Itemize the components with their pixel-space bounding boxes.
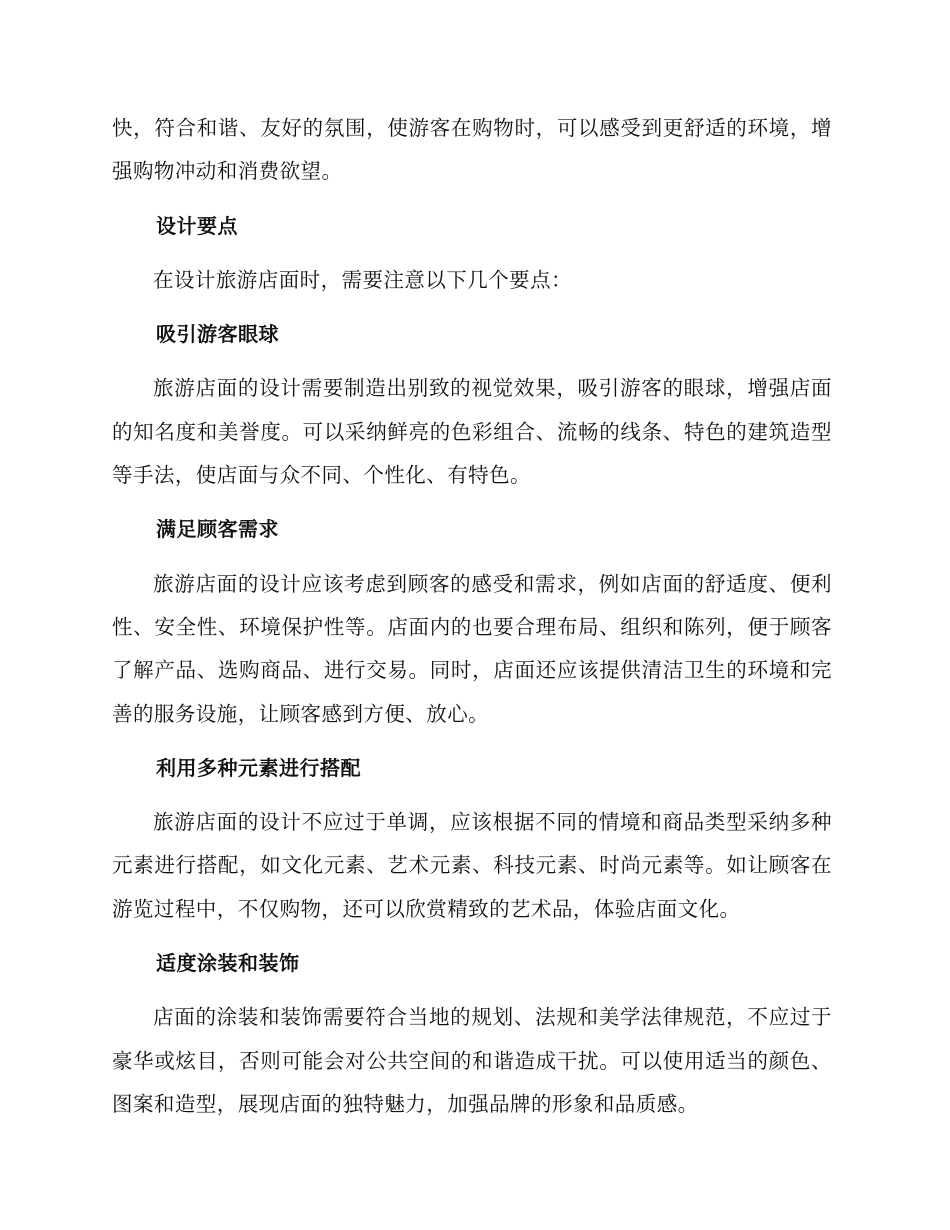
section-heading-needs: 满足顾客需求 bbox=[156, 517, 279, 542]
paragraph-decoration: 店面的涂装和装饰需要符合当地的规划、法规和美学法律规范，不应过于豪华或炫目，否则可能会对公共空间的和谐造成干扰。可以使用适当的颜色、图案和造型，展现店面的独特魅力，加强品牌的形象和品质感。 bbox=[112, 1005, 832, 1116]
paragraph-elements: 旅游店面的设计不应过于单调，应该根据不同的情境和商品类型采纳多种元素进行搭配，如文化元素、艺术元素、科技元素、时尚元素等。如让顾客在游览过程中，不仅购物，还可以欣赏精致的艺术品，体验店面文化。 bbox=[112, 810, 832, 921]
spacer bbox=[112, 497, 832, 508]
spacer bbox=[112, 302, 832, 313]
spacer bbox=[112, 985, 832, 996]
paragraph-needs: 旅游店面的设计应该考虑到顾客的感受和需求，例如店面的舒适度、便利性、安全性、环境保护性等。店面内的也要合理布局、组织和陈列，便于顾客了解产品、选购商品、进行交易。同时，店面还应该提供清洁卫生的环境和完善的服务设施，让顾客感到方便、放心。 bbox=[112, 571, 832, 726]
spacer bbox=[112, 552, 832, 563]
spacer bbox=[112, 931, 832, 942]
paragraph-continued: 快，符合和谐、友好的氛围，使游客在购物时，可以感受到更舒适的环境，增强购物冲动和消费欲望。 bbox=[112, 116, 832, 184]
section-heading-attract: 吸引游客眼球 bbox=[156, 322, 279, 347]
paragraph-intro: 在设计旅游店面时，需要注意以下几个要点： bbox=[153, 267, 572, 292]
spacer bbox=[112, 736, 832, 747]
document-page bbox=[112, 107, 832, 1126]
paragraph-attract: 旅游店面的设计需要制造出别致的视觉效果，吸引游客的眼球，增强店面的知名度和美誉度。可以采纳鲜亮的色彩组合、流畅的线条、特色的建筑造型等手法，使店面与众不同、个性化、有特色。 bbox=[112, 376, 832, 488]
spacer bbox=[112, 356, 832, 367]
spacer bbox=[112, 790, 832, 801]
section-heading-decoration: 适度涂装和装饰 bbox=[156, 951, 300, 976]
spacer bbox=[112, 194, 832, 205]
section-heading-elements: 利用多种元素进行搭配 bbox=[156, 755, 361, 780]
section-heading-design-points: 设计要点 bbox=[156, 213, 238, 238]
spacer bbox=[112, 248, 832, 259]
